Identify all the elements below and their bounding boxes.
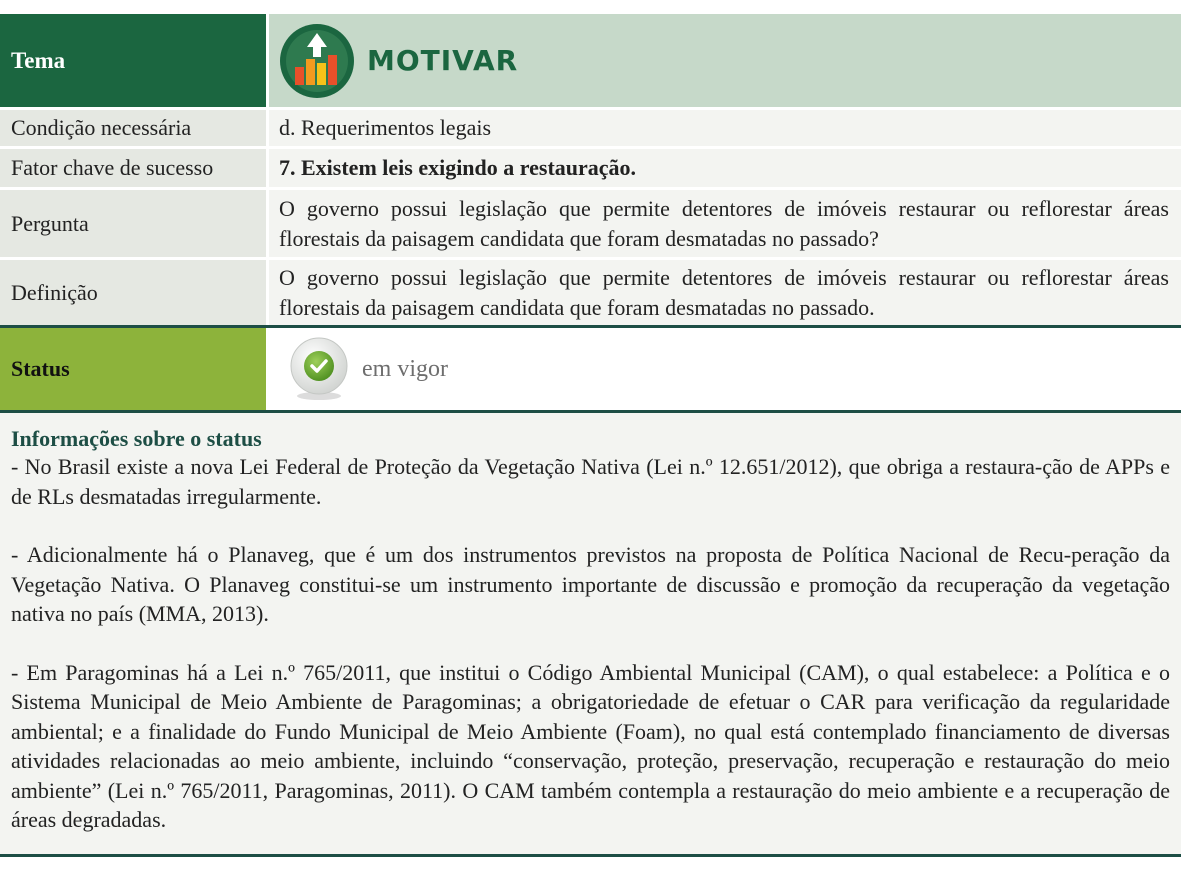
pergunta-label: Pergunta — [0, 190, 266, 257]
info-paragraph: - No Brasil existe a nova Lei Federal de Proteção da Vegetação Nativa (Lei n.º 12.651/2012), que obriga a restaura-ção de APPs e de RLs desmatadas irregularmente. — [11, 454, 1170, 509]
tema-label: Tema — [0, 14, 266, 107]
info-title: Informações sobre o status — [11, 426, 262, 451]
pergunta-value: O governo possui legislação que permite detentores de imóveis restaurar ou reflorestar áreas florestais da paisagem candidata que foram desmatadas no passado? — [279, 195, 1169, 251]
status-info-section — [0, 413, 1181, 854]
condicao-value: d. Requerimentos legais — [269, 110, 1181, 146]
pergunta-cell — [269, 190, 1181, 257]
status-value: em vigor — [362, 355, 448, 382]
check-circle-icon — [286, 336, 352, 402]
status-label: Status — [0, 328, 266, 410]
theme-header-row — [0, 14, 1181, 107]
fact-sheet-table — [0, 14, 1181, 857]
definicao-label: Definição — [0, 260, 266, 325]
bar-chart-arrow-icon — [279, 23, 355, 99]
fator-value: 7. Existem leis exigindo a restauração. — [269, 149, 1181, 187]
condicao-row — [0, 110, 1181, 146]
theme-cell — [269, 14, 1181, 107]
status-cell — [266, 328, 1181, 410]
divider — [0, 854, 1181, 857]
status-row — [0, 328, 1181, 410]
condicao-label: Condição necessária — [0, 110, 266, 146]
pergunta-row — [0, 190, 1181, 257]
definicao-cell — [269, 260, 1181, 325]
definicao-row — [0, 260, 1181, 325]
info-paragraph: - Em Paragominas há a Lei n.º 765/2011, que institui o Código Ambiental Municipal (CAM), o qual estabelece: a Política e o Sistema Municipal de Meio Ambiente de Paragominas; a obrigatoriedade de efetuar o CAR para verificação da regularidade ambiental; e a finalidade do Fundo Municipal de Meio Ambiente (Foam), no qual está contemplado financiamento de diversas atividades relacionadas ao meio ambiente, incluindo “conservação, proteção, preservação, recuperação e restauração do meio ambiente” (Lei n.º 765/2011, Paragominas, 2011). O CAM também contempla a restauração do meio ambiente e a recuperação de áreas degradadas. — [11, 659, 1170, 832]
info-paragraph: - Adicionalmente há o Planaveg, que é um dos instrumentos previstos na proposta de Política Nacional de Recu-peração da Vegetação Nativa. O Planaveg constitui-se um instrumento importante de discussão e promoção da recuperação da vegetação nativa no país (MMA, 2013). — [11, 542, 1170, 626]
theme-title: MOTIVAR — [367, 44, 519, 77]
definicao-value: O governo possui legislação que permite detentores de imóveis restaurar ou reflorestar áreas florestais da paisagem candidata que foram desmatadas no passado. — [279, 264, 1169, 320]
fator-row — [0, 149, 1181, 187]
fator-label: Fator chave de sucesso — [0, 149, 266, 187]
